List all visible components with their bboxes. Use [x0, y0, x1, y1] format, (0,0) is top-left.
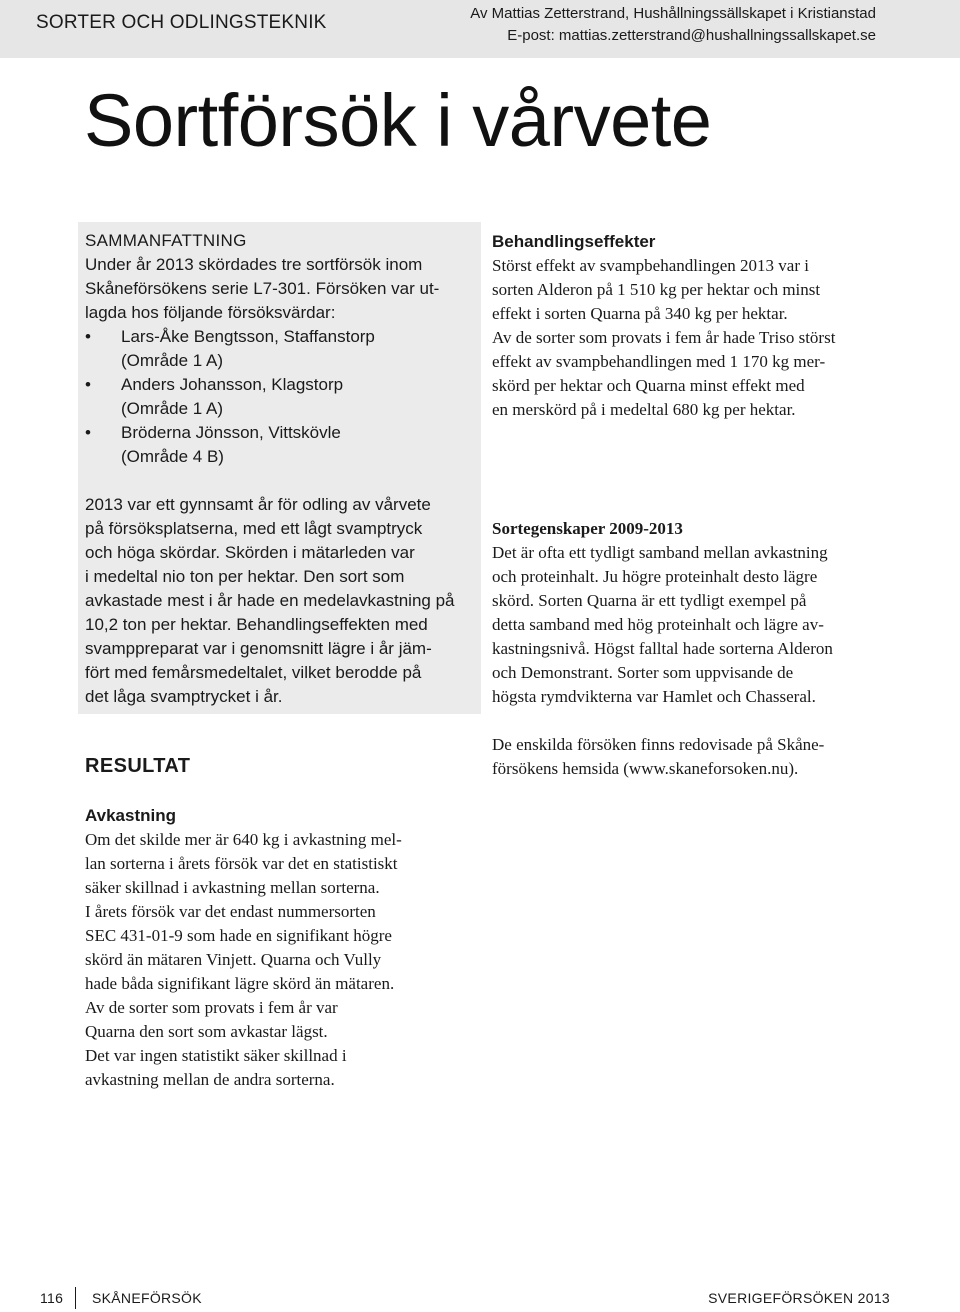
body-line: I årets försök var det endast nummersorten: [85, 902, 376, 921]
series-name: SVERIGEFÖRSÖKEN 2013: [708, 1290, 890, 1306]
summary-line: det låga svamptrycket i år.: [85, 687, 283, 706]
summary-content: [85, 229, 477, 709]
body-line: effekt av svampbehandlingen med 1 170 kg mer-: [492, 352, 826, 371]
email-line[interactable]: E-post: mattias.zetterstrand@hushallningssallskapet.se: [507, 27, 876, 44]
body-line: och proteinhalt. Ju högre proteinhalt desto lägre: [492, 567, 818, 586]
summary-heading: SAMMANFATTNING: [85, 231, 247, 250]
body-line: hade båda signifikant lägre skörd än mätaren.: [85, 974, 395, 993]
author-block: [470, 3, 876, 47]
behandling-heading: Behandlingseffekter: [492, 232, 656, 251]
body-line: Det är ofta ett tydligt samband mellan avkastning: [492, 543, 828, 562]
body-line: detta samband med hög proteinhalt och lägre av-: [492, 615, 824, 634]
body-line: Störst effekt av svampbehandlingen 2013 var i: [492, 256, 809, 275]
page-title: Sortförsök i vårvete: [84, 79, 712, 162]
summary-line: på försöksplatserna, med ett lågt svamptryck: [85, 519, 423, 538]
summary-line: fört med femårsmedeltalet, vilket berodde på: [85, 663, 422, 682]
summary-line: lagda hos följande försöksvärdar:: [85, 303, 336, 322]
host-area: (Område 1 A): [121, 351, 224, 370]
spacer: [492, 709, 892, 733]
summary-line: Skåneförsökens serie L7-301. Försöken var ut-: [85, 279, 440, 298]
body-line: Av de sorter som provats i fem år var: [85, 998, 338, 1017]
body-line: avkastning mellan de andra sorterna.: [85, 1070, 335, 1089]
body-line: lan sorterna i årets försök var det en statistiskt: [85, 854, 398, 873]
host-list: [85, 325, 477, 469]
page-number: 116: [40, 1290, 64, 1306]
avkastning-section: [85, 804, 480, 1092]
body-line: och Demonstrant. Sorter som uppvisande de: [492, 663, 794, 682]
body-line: högsta rymdvikterna var Hamlet och Chasseral.: [492, 687, 816, 706]
author-line: Av Mattias Zetterstrand, Hushållningssällskapet i Kristianstad: [470, 5, 876, 22]
result-heading: RESULTAT: [85, 755, 191, 777]
body-line: SEC 431-01-9 som hade en signifikant högre: [85, 926, 392, 945]
sortegenskaper-heading: Sortegenskaper 2009-2013: [492, 519, 683, 538]
summary-line: 2013 var ett gynnsamt år för odling av vårvete: [85, 495, 431, 514]
body-line: skörd. Sorten Quarna är ett tydligt exempel på: [492, 591, 807, 610]
body-line: en merskörd på i medeltal 680 kg per hektar.: [492, 400, 796, 419]
spacer: [85, 469, 477, 493]
website-reference[interactable]: försökens hemsida (www.skaneforsoken.nu).: [492, 759, 799, 778]
summary-line: i medeltal nio ton per hektar. Den sort som: [85, 567, 405, 586]
summary-line: 10,2 ton per hektar. Behandlingseffekten med: [85, 615, 428, 634]
body-line: Om det skilde mer är 640 kg i avkastning mel-: [85, 830, 402, 849]
body-line: Av de sorter som provats i fem år hade Triso störst: [492, 328, 836, 347]
host-name: • Lars-Åke Bengtsson, Staffanstorp: [121, 327, 375, 346]
body-line: Quarna den sort som avkastar lägst.: [85, 1022, 328, 1041]
section-label: SORTER OCH ODLINGSTEKNIK: [36, 12, 327, 33]
body-line: effekt i sorten Quarna på 340 kg per hektar.: [492, 304, 788, 323]
summary-line: Under år 2013 skördades tre sortförsök inom: [85, 255, 423, 274]
body-line: De enskilda försöken finns redovisade på Skåne-: [492, 735, 825, 754]
host-area: (Område 1 A): [121, 399, 224, 418]
sortegenskaper-section: [492, 517, 892, 781]
summary-line: avkastade mest i år hade en medelavkastning på: [85, 591, 455, 610]
host-item: [85, 325, 477, 373]
avkastning-heading: Avkastning: [85, 806, 177, 825]
summary-line: svamppreparat var i genomsnitt lägre i år jäm-: [85, 639, 432, 658]
body-line: kastningsnivå. Högst falltal hade sorterna Alderon: [492, 639, 833, 658]
publication-name: SKÅNEFÖRSÖK: [92, 1290, 202, 1306]
footer-divider: [75, 1287, 76, 1309]
host-item: [85, 421, 477, 469]
body-line: sorten Alderon på 1 510 kg per hektar och minst: [492, 280, 821, 299]
summary-line: och höga skördar. Skörden i mätarleden var: [85, 543, 415, 562]
summary-box: [78, 222, 481, 714]
body-line: Det var ingen statistikt säker skillnad i: [85, 1046, 347, 1065]
host-name: • Anders Johansson, Klagstorp: [121, 375, 344, 394]
body-line: säker skillnad i avkastning mellan sorterna.: [85, 878, 380, 897]
host-item: [85, 373, 477, 421]
body-line: skörd per hektar och Quarna minst effekt med: [492, 376, 805, 395]
behandling-section: [492, 230, 892, 422]
body-line: skörd än mätaren Vinjett. Quarna och Vully: [85, 950, 382, 969]
host-area: (Område 4 B): [121, 447, 224, 466]
host-name: • Bröderna Jönsson, Vittskövle: [121, 423, 341, 442]
